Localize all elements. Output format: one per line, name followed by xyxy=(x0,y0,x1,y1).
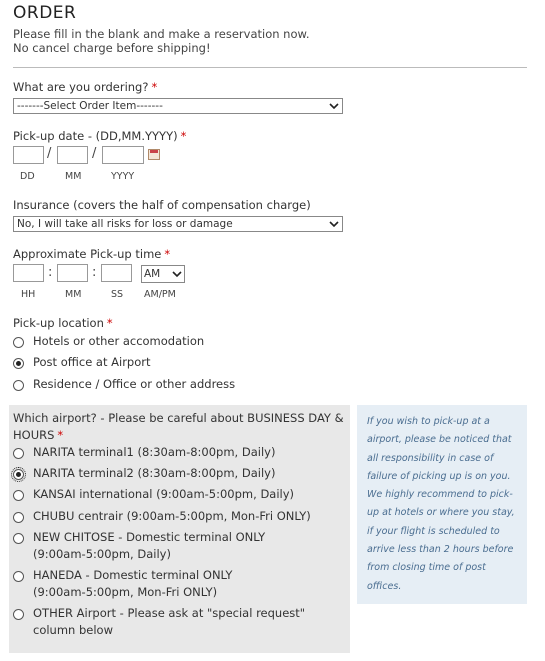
airport-option-other[interactable]: OTHER Airport - Please ask at "special request" column below xyxy=(33,606,306,637)
time-hint-mm: MM xyxy=(65,289,82,300)
pickup-date-label: Pick-up date - (DD,MM.YYYY) * xyxy=(13,129,187,143)
date-hint-mm: MM xyxy=(65,171,82,182)
pickup-date-day-input[interactable] xyxy=(13,146,44,164)
airport-option-new-chitose[interactable]: NEW CHITOSE - Domestic terminal ONLY (9:00am-5:00pm, Daily) xyxy=(33,530,266,561)
order-item-select[interactable]: -------Select Order Item------- xyxy=(13,98,343,114)
airport-radio-chubu[interactable] xyxy=(13,512,24,523)
chevron-down-icon xyxy=(328,218,340,230)
airport-option-narita1[interactable]: NARITA terminal1 (8:30am-8:00pm, Daily) xyxy=(33,445,276,459)
time-separator: : xyxy=(92,265,97,280)
time-hint-ss: SS xyxy=(111,289,124,300)
pickup-time-hour-input[interactable] xyxy=(13,264,44,282)
divider xyxy=(13,67,527,68)
pickup-date-month-input[interactable] xyxy=(57,146,88,164)
insurance-select[interactable]: No, I will take all risks for loss or damage xyxy=(13,216,343,232)
airport-option-haneda[interactable]: HANEDA - Domestic terminal ONLY (9:00am-5:00pm, Mon-Fri ONLY) xyxy=(33,568,233,599)
subtitle-line-2: No cancel charge before shipping! xyxy=(13,41,211,55)
required-mark: * xyxy=(57,428,64,442)
airport-radio-other[interactable] xyxy=(13,609,24,620)
date-separator: / xyxy=(47,146,52,161)
time-separator: : xyxy=(48,265,53,280)
chevron-down-icon xyxy=(172,269,182,279)
required-mark: * xyxy=(180,129,187,143)
pickup-location-label: Pick-up location * xyxy=(13,316,113,330)
location-radio-post-office[interactable] xyxy=(13,358,24,369)
pickup-time-minute-input[interactable] xyxy=(57,264,88,282)
ampm-select[interactable]: AM xyxy=(141,265,185,283)
date-separator: / xyxy=(92,146,97,161)
order-item-label: What are you ordering? * xyxy=(13,80,158,94)
airport-radio-narita1[interactable] xyxy=(13,448,24,459)
time-hint-ampm: AM/PM xyxy=(144,289,176,300)
airport-radio-kansai[interactable] xyxy=(13,490,24,501)
date-hint-yyyy: YYYY xyxy=(111,171,135,182)
airport-option-kansai[interactable]: KANSAI international (9:00am-5:00pm, Daily) xyxy=(33,487,295,501)
subtitle-line-1: Please fill in the blank and make a reservation now. xyxy=(13,27,310,41)
airport-radio-new-chitose[interactable] xyxy=(13,533,24,544)
pickup-time-label: Approximate Pick-up time * xyxy=(13,247,171,261)
airport-option-chubu[interactable]: CHUBU centrair (9:00am-5:00pm, Mon-Fri ONLY) xyxy=(33,509,311,523)
insurance-label: Insurance (covers the half of compensation charge) xyxy=(13,198,311,212)
location-radio-hotel[interactable] xyxy=(13,337,24,348)
chevron-down-icon xyxy=(328,100,340,112)
airport-radio-haneda[interactable] xyxy=(13,571,24,582)
location-option-residence[interactable]: Residence / Office or other address xyxy=(33,377,236,391)
required-mark: * xyxy=(106,316,113,330)
pickup-date-year-input[interactable] xyxy=(102,146,144,164)
required-mark: * xyxy=(164,247,171,261)
airport-notice: If you wish to pick-up at a airport, please be noticed that all responsibility in case of failure of picking up is on you. We highly recommend to pick- up at hotels or where you stay, if your flight is scheduled to arrive less than 2 hours before from closing time of post offices. xyxy=(357,405,527,604)
airport-radio-narita2[interactable] xyxy=(13,469,24,480)
airport-label: Which airport? - Please be careful about BUSINESS DAY & HOURS * xyxy=(13,411,344,442)
required-mark: * xyxy=(151,80,158,94)
airport-option-narita2[interactable]: NARITA terminal2 (8:30am-8:00pm, Daily) xyxy=(33,466,276,480)
date-hint-dd: DD xyxy=(20,171,35,182)
calendar-icon[interactable] xyxy=(148,149,160,160)
pickup-time-second-input[interactable] xyxy=(101,264,132,282)
time-hint-hh: HH xyxy=(21,289,36,300)
location-radio-residence[interactable] xyxy=(13,380,24,391)
location-option-hotel[interactable]: Hotels or other accomodation xyxy=(33,334,205,348)
page-title: ORDER xyxy=(13,3,77,23)
location-option-post-office[interactable]: Post office at Airport xyxy=(33,355,151,369)
